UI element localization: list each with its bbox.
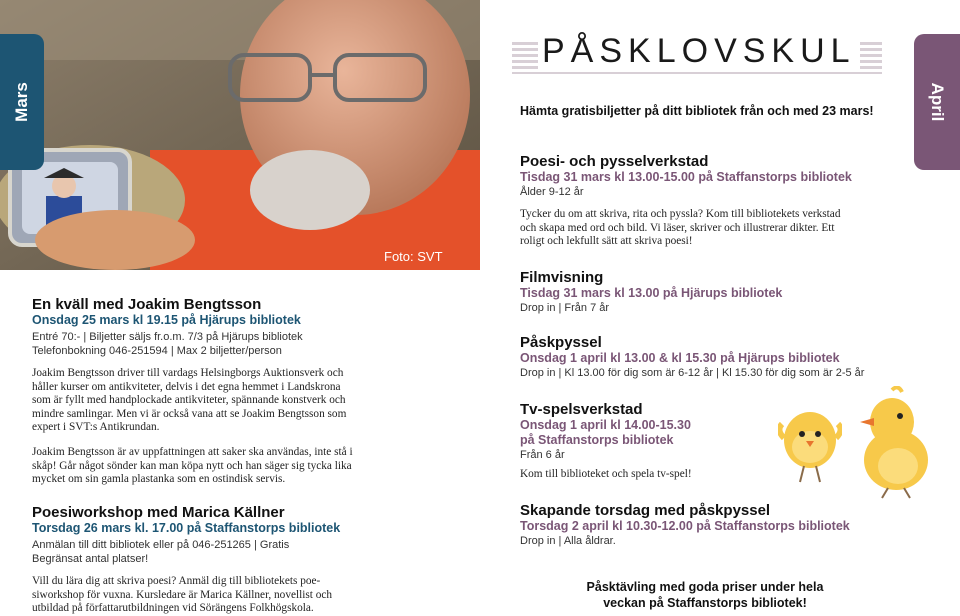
event-title: Poesiworkshop med Marica Källner: [32, 504, 285, 521]
text-line: mindre samlingar. Men vi är också vana att se Joakim Bengtsson som: [32, 407, 347, 420]
text-line: Joakim Bengtsson driver till vardags Helsingborgs Auktionsverk och: [32, 367, 344, 379]
event-title: Tv-spelsverkstad: [520, 401, 643, 418]
event-info: Drop in | Alla åldrar.: [520, 535, 616, 547]
small-chick-icon: [778, 400, 842, 486]
footer-line: veckan på Staffanstorps bibliotek!: [603, 596, 807, 610]
text-line: Tycker du om att skriva, rita och pyssla? Kom till bibliotekets verkstad: [520, 208, 841, 220]
event-info: Begränsat antal platser!: [32, 553, 149, 565]
event-when: Onsdag 1 april kl 14.00-15.30: [520, 418, 691, 432]
event-when: på Staffanstorps bibliotek: [520, 433, 674, 447]
event-info: Telefonbokning 046-251594 | Max 2 biljetter/person: [32, 345, 282, 357]
event-description: [520, 208, 880, 249]
large-chick-icon: [852, 386, 934, 500]
event-title: Poesi- och pysselverkstad: [520, 153, 709, 170]
event-when: Torsdag 2 april kl 10.30-12.00 på Staffanstorps bibliotek: [520, 519, 850, 533]
event-when: Onsdag 25 mars kl 19.15 på Hjärups bibliotek: [32, 313, 301, 327]
text-line: håller kurser om antikviteter, delvis i det egna hemmet i Landskrona: [32, 380, 341, 393]
event-poesi: [32, 504, 472, 616]
lead-text: Hämta gratisbiljetter på ditt bibliotek från och med 23 mars!: [520, 104, 874, 118]
month-tab-label: April: [928, 82, 947, 122]
text-line: mycket om sin gamla plastanka som en ostindisk servis.: [32, 473, 286, 486]
event-title: Filmvisning: [520, 269, 604, 286]
event-when: Tisdag 31 mars kl 13.00 på Hjärups bibliotek: [520, 286, 783, 300]
footer-line: Påsktävling med goda priser under hela: [586, 580, 824, 594]
event-when: Tisdag 31 mars kl 13.00-15.00 på Staffanstorps bibliotek: [520, 170, 852, 184]
text-line: skåp! Går något sönder kan man köpa nytt och han säger sig tycka lika: [32, 459, 352, 472]
text-line: expert i SVT:s Antikrundan.: [32, 421, 160, 434]
text-line: som är fyllt med handplockade antikviteter, spännande konstverk och: [32, 394, 346, 407]
event-title: En kväll med Joakim Bengtsson: [32, 296, 262, 313]
text-line: utbildad på författarutbildningen vid Sörängens Folkhögskola.: [32, 602, 314, 615]
event-when: Torsdag 26 mars kl. 17.00 på Staffanstorps bibliotek: [32, 521, 341, 535]
event-info: Entré 70:- | Biljetter säljs fr.o.m. 7/3 på Hjärups bibliotek: [32, 331, 303, 343]
text-line: Joakim Bengtsson är av uppfattningen att saker ska användas, inte stå i: [32, 445, 353, 458]
pasklovskul-logo: [512, 30, 882, 78]
event-title: Påskpyssel: [520, 334, 602, 351]
event-description: [32, 575, 472, 616]
event-torsdag: [520, 502, 900, 548]
month-tab-april: [914, 34, 960, 170]
logo-text: PÅSKLOVSKUL: [538, 32, 860, 71]
photo-credit: Foto: SVT: [384, 249, 443, 264]
month-tab-label: Mars: [12, 82, 31, 122]
hero-photo: [0, 0, 480, 270]
event-pyssel: [520, 334, 920, 380]
text-line: siworkshop för vuxna. Kursledare är Marica Källner, novellist och: [32, 588, 333, 601]
event-verkstad: [520, 153, 880, 249]
event-description: [32, 446, 472, 487]
event-info: Anmälan till ditt bibliotek eller på 046-251265 | Gratis: [32, 539, 290, 551]
footer-competition: [560, 579, 850, 611]
event-bengtsson: [32, 296, 472, 487]
text-line: Vill du lära dig att skriva poesi? Anmäl dig till bibliotekets poe-: [32, 575, 321, 587]
event-description: Kom till biblioteket och spela tv-spel!: [520, 468, 692, 480]
event-film: [520, 269, 880, 315]
event-tvspel: [520, 401, 760, 482]
event-info: Från 6 år: [520, 449, 565, 461]
event-info: Ålder 9-12 år: [520, 186, 584, 198]
text-line: och skapa med ord och bild. Vi läser, skriver och illustrerar dikter. Ett: [520, 221, 835, 234]
event-info: Drop in | Kl 13.00 för dig som är 6-12 år | Kl 15.30 för dig som är 2-5 år: [520, 367, 865, 379]
event-title: Skapande torsdag med påskpyssel: [520, 502, 771, 519]
event-info: Drop in | Från 7 år: [520, 302, 610, 314]
event-description: [32, 367, 472, 435]
event-when: Onsdag 1 april kl 13.00 & kl 15.30 på Hjärups bibliotek: [520, 351, 840, 365]
text-line: roligt och lekfullt sätt att skriva poesi!: [520, 235, 693, 248]
month-tab-mars: [0, 34, 44, 170]
